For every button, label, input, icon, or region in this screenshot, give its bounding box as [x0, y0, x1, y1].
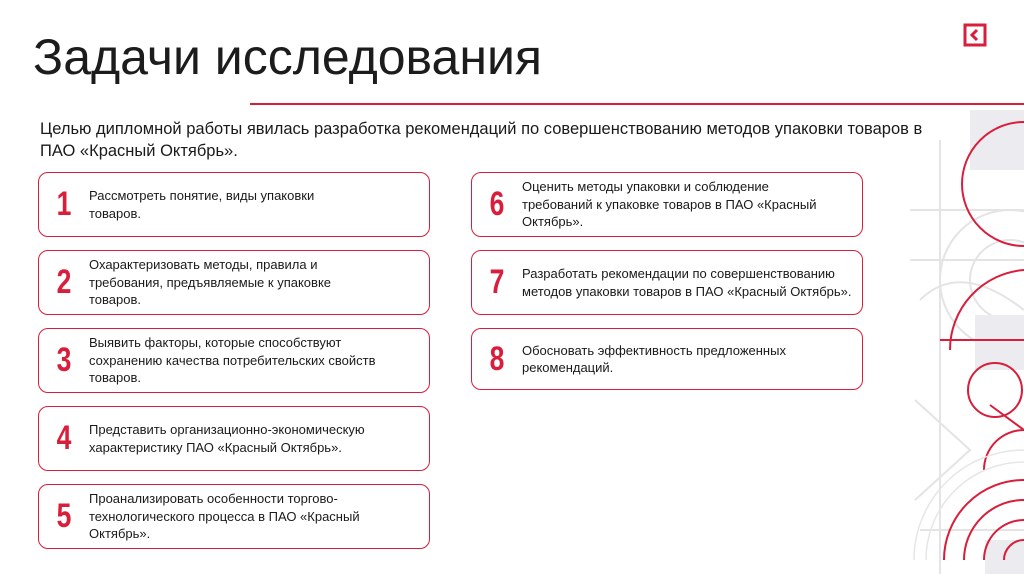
task-card-8: [471, 328, 863, 390]
task-number: 8: [489, 339, 505, 378]
task-text: Представить организационно-экономическую характеристику ПАО «Красный Октябрь».: [89, 422, 365, 455]
task-text: Выявить факторы, которые способствуют сохранению качества потребительских свойств товаров.: [89, 335, 376, 386]
task-text: Обосновать эффективность предложенных рекомендаций.: [522, 342, 786, 375]
task-number: 4: [56, 419, 72, 457]
decorative-pattern: [900, 100, 1024, 574]
task-text: Проанализировать особенности торгово-технологического процесса в ПАО «Красный Октябрь».: [89, 491, 360, 542]
task-number: 1: [56, 185, 72, 223]
task-card-5: [38, 484, 430, 549]
task-number: 3: [56, 341, 72, 379]
task-number: 5: [56, 497, 72, 535]
task-number: 7: [489, 263, 505, 301]
task-text: Охарактеризовать методы, правила и требования, предъявляемые к упаковке товаров.: [89, 257, 332, 308]
task-card-4: [38, 406, 430, 471]
task-text: Разработать рекомендации по совершенствованию методов упаковки товаров в ПАО «Красный Октябрь».: [522, 266, 852, 299]
task-text: Оценить методы упаковки и соблюдение требований к упаковке товаров в ПАО «Красный Октябрь».: [522, 179, 817, 230]
task-number: 2: [56, 263, 72, 301]
page-title: Задачи исследования: [33, 29, 542, 85]
task-card-6: [471, 172, 863, 237]
task-text: Рассмотреть понятие, виды упаковки товаров.: [89, 188, 315, 221]
task-card-2: [38, 250, 430, 315]
back-arrow-square-icon: [963, 23, 987, 47]
task-card-3: [38, 328, 430, 393]
task-card-1: [38, 172, 430, 237]
intro-paragraph: Целью дипломной работы явилась разработка рекомендаций по совершенствованию методов упаковки товаров в ПАО «Красный Октябрь».: [40, 120, 923, 160]
task-number: 6: [489, 185, 505, 223]
task-card-7: [471, 250, 863, 315]
